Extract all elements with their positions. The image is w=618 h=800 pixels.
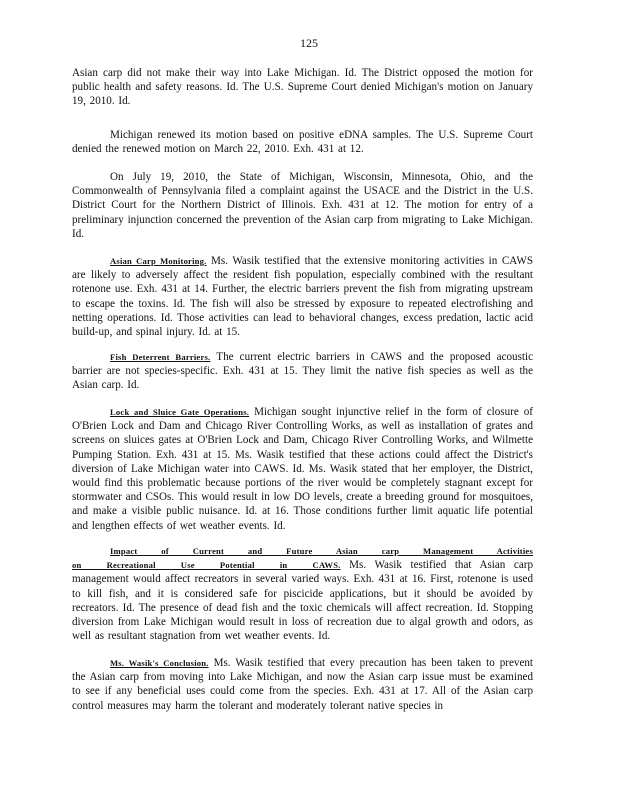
paragraph-complaint: On July 19, 2010, the State of Michigan, Wisconsin, Minnesota, Ohio, and the Commonwealth of Pennsylvania filed a complaint against the USACE and the District in the U.S. District Court for the Northern District of Illinois. Exh. 431 at 12. The motion for entry of a preliminary injunction concerned the prevention of the Asian carp from migrating to Lake Michigan. Id. — [72, 171, 533, 240]
heading-wasik-conclusion: Ms. Wasik's Conclusion. — [110, 658, 209, 668]
body-fish-deterrent-barriers: The current electric barriers in CAWS and the proposed acoustic barrier are not species-specific. Exh. 431 at 15. They limit the native fish species as well as the Asian carp. Id. — [72, 351, 533, 392]
heading-fish-deterrent-barriers: Fish Deterrent Barriers. — [110, 352, 211, 362]
body-wasik-conclusion: Ms. Wasik testified that every precaution has been taken to prevent the Asian carp from moving into Lake Michigan, and now the Asian carp issue must be examined to see if any beneficial uses could come from the species. Exh. 431 at 17. All of the Asian carp control measures may harm the tolerant and moderately tolerant native species in — [72, 657, 533, 712]
paragraph-lock-sluice-gate — [72, 405, 533, 533]
paragraph-wasik-conclusion — [72, 656, 533, 713]
heading-lock-sluice-gate: Lock and Sluice Gate Operations. — [110, 407, 250, 417]
paragraph-recreational-use — [72, 544, 533, 643]
heading-recreational-use: Impact of Current and Future Asian carp Management Activities on Recreational Use Potential in CAWS. — [72, 546, 533, 571]
paragraph-michigan-motion: Asian carp did not make their way into Lake Michigan. Id. The District opposed the motion for public health and safety reasons. Id. The U.S. Supreme Court denied Michigan's motion on January 19, 2010. Id. — [72, 67, 533, 108]
body-lock-sluice-gate: Michigan sought injunctive relief in the form of closure of O'Brien Lock and Dam and Chicago River Controlling Works, as well as installation of grates and screens on sluices gates at O'Brien Lock and Dam, Chicago River Controlling Works, and Wilmette Pumping Station. Exh. 431 at 15. Ms. Wasik testified that these actions could affect the District's diversion of Lake Michigan water into CAWS. Id. Ms. Wasik stated that her employer, the District, would find this problematic because portions of the river would be completely stagnant except for stormwater and CSOs. This would result in low DO levels, create a breeding ground for mosquitoes, and make a visible public nuisance. Id. at 16. Those conditions further limit aquatic life potential and lengthen effects of wet weather events. Id. — [72, 406, 533, 532]
body-asian-carp-monitoring: Ms. Wasik testified that the extensive monitoring activities in CAWS are likely to adversely affect the resident fish population, especially combined with the resultant rotenone use. Exh. 431 at 14. Further, the electric barriers prevent the fish from migrating upstream to escape the toxins. Id. The fish will also be stressed by exposure to repeated electrofishing and netting operations. Id. Those activities can lead to behavioral changes, excess predation, lactic acid build-up, and spinal injury. Id. at 15. — [72, 255, 534, 339]
paragraph-renewed-motion: Michigan renewed its motion based on positive eDNA samples. The U.S. Supreme Court denied the renewed motion on March 22, 2010. Exh. 431 at 12. — [72, 129, 533, 156]
page-number: 125 — [300, 36, 318, 50]
body-recreational-use: Ms. Wasik testified that Asian carp management would affect recreators in several varied ways. Exh. 431 at 16. First, rotenone is used to kill fish, and it is considered safe for piscicide applications, but it should be avoided by recreators. Id. The presence of dead fish and the toxic chemicals will affect recreation. Id. Stopping diversion from Lake Michigan would result in loss of recreation due to algal growth and odors, as well as resultant stagnation from wet weather events. Id. — [72, 559, 533, 643]
paragraph-asian-carp-monitoring — [72, 254, 533, 339]
paragraph-fish-deterrent-barriers — [72, 350, 533, 393]
heading-asian-carp-monitoring: Asian Carp Monitoring. — [110, 256, 207, 266]
